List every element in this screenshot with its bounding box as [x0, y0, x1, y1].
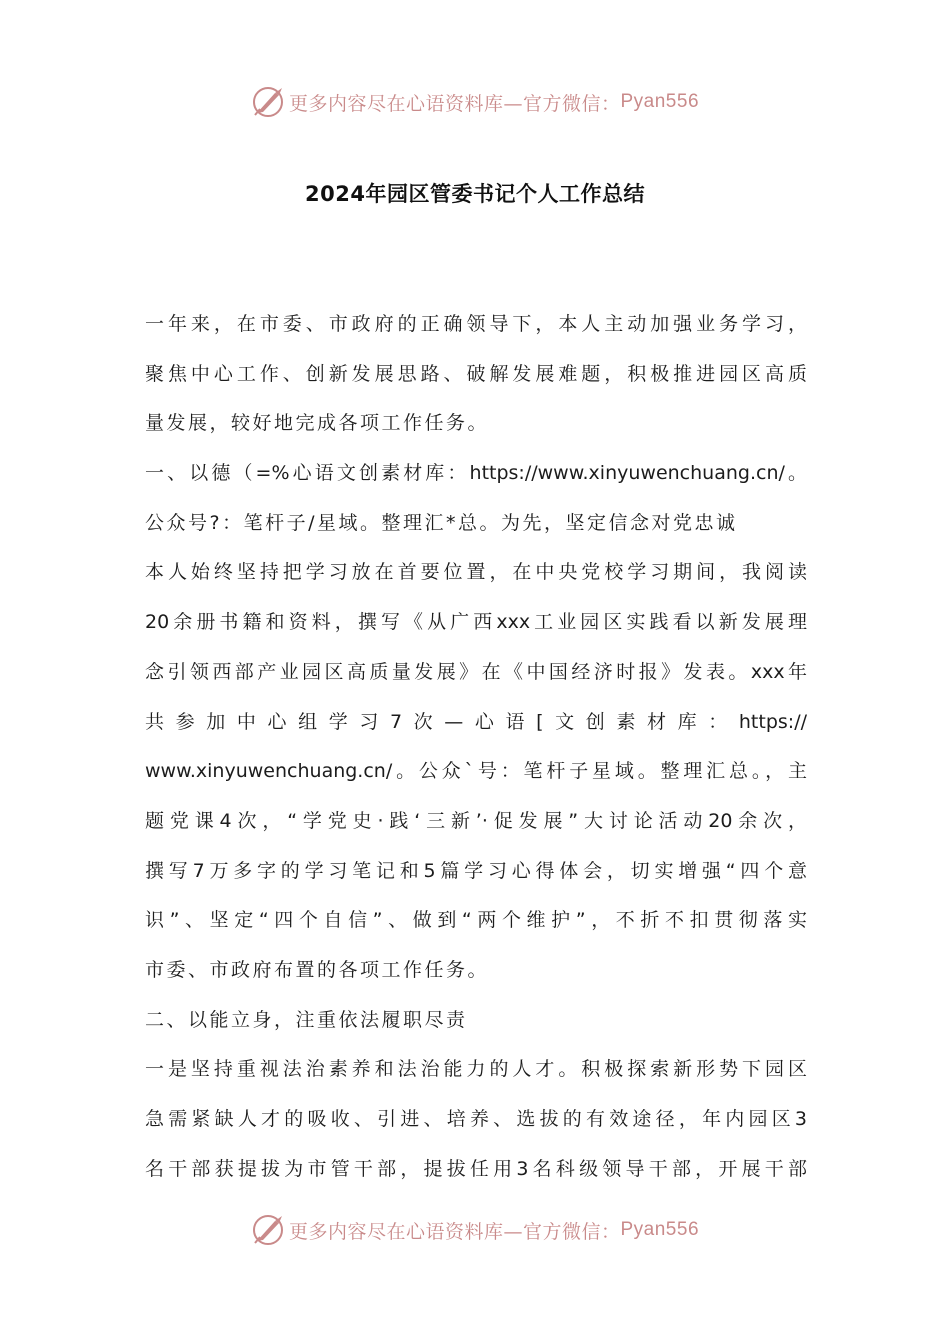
paragraph-line: www.xinyuwenchuang.cn/。公众`号：笔杆子星域。整理汇总。，主 [145, 760, 807, 783]
paragraph-line: 名干部获提拔为市管干部，提拔任用3名科级领导干部，开展干部 [145, 1157, 807, 1180]
paragraph-line: 聚焦中心工作、创新发展思路、破解发展难题，积极推进园区高质 [145, 362, 807, 385]
quill-pen-logo-icon [251, 85, 285, 119]
watermark-brand: Pyan556 [620, 1219, 700, 1240]
quill-pen-logo-icon [251, 1213, 285, 1247]
paragraph-line: 一年来，在市委、市政府的正确领导下，本人主动加强业务学习， [145, 313, 807, 335]
document-title: 2024年园区管委书记个人工作总结 [305, 182, 645, 206]
paragraph-line: 急需紧缺人才的吸收、引进、培养、选拔的有效途径，年内园区3 [145, 1108, 807, 1130]
paragraph-line: 题党课4次，“学党史·践‘三新’·促发展”大讨论活动20余次， [145, 809, 807, 832]
footer-watermark [0, 1210, 950, 1250]
watermark-brand: Pyan556 [620, 91, 700, 112]
watermark-text: 更多内容尽在心语资料库—官方微信： [288, 92, 621, 115]
section-heading-line: 二、以能立身，注重依法履职尽责 [145, 1008, 468, 1031]
paragraph-line: 共参加中心组学习7次—心语[文创素材库：https:// [145, 710, 807, 733]
watermark-text: 更多内容尽在心语资料库—官方微信： [288, 1220, 621, 1243]
paragraph-line: 本人始终坚持把学习放在首要位置，在中央党校学习期间，我阅读 [145, 561, 807, 584]
paragraph-line: 20余册书籍和资料，撰写《从广西xxx工业园区实践看以新发展理 [145, 611, 807, 634]
paragraph-line: 市委、市政府布置的各项工作任务。 [145, 958, 490, 981]
document-body [145, 300, 807, 1194]
paragraph-line: 一是坚持重视法治素养和法治能力的人才。积极探索新形势下园区 [145, 1058, 807, 1081]
header-watermark [0, 82, 950, 122]
paragraph-line: 公众号?：笔杆子/星域。整理汇*总。为先，坚定信念对党忠诚 [145, 511, 738, 534]
paragraph-line: 量发展，较好地完成各项工作任务。 [145, 412, 490, 435]
paragraph-line: 识”、坚定“四个自信”、做到“两个维护”，不折不扣贯彻落实 [145, 909, 807, 932]
paragraph-line: 撰写7万多字的学习笔记和5篇学习心得体会，切实增强“四个意 [145, 859, 807, 882]
paragraph-line: 念引领西部产业园区高质量发展》在《中国经济时报》发表。xxx年 [145, 660, 807, 683]
section-heading-line: 一、以德（=%心语文创素材库：https://www.xinyuwenchuang.cn/。 [145, 462, 807, 485]
